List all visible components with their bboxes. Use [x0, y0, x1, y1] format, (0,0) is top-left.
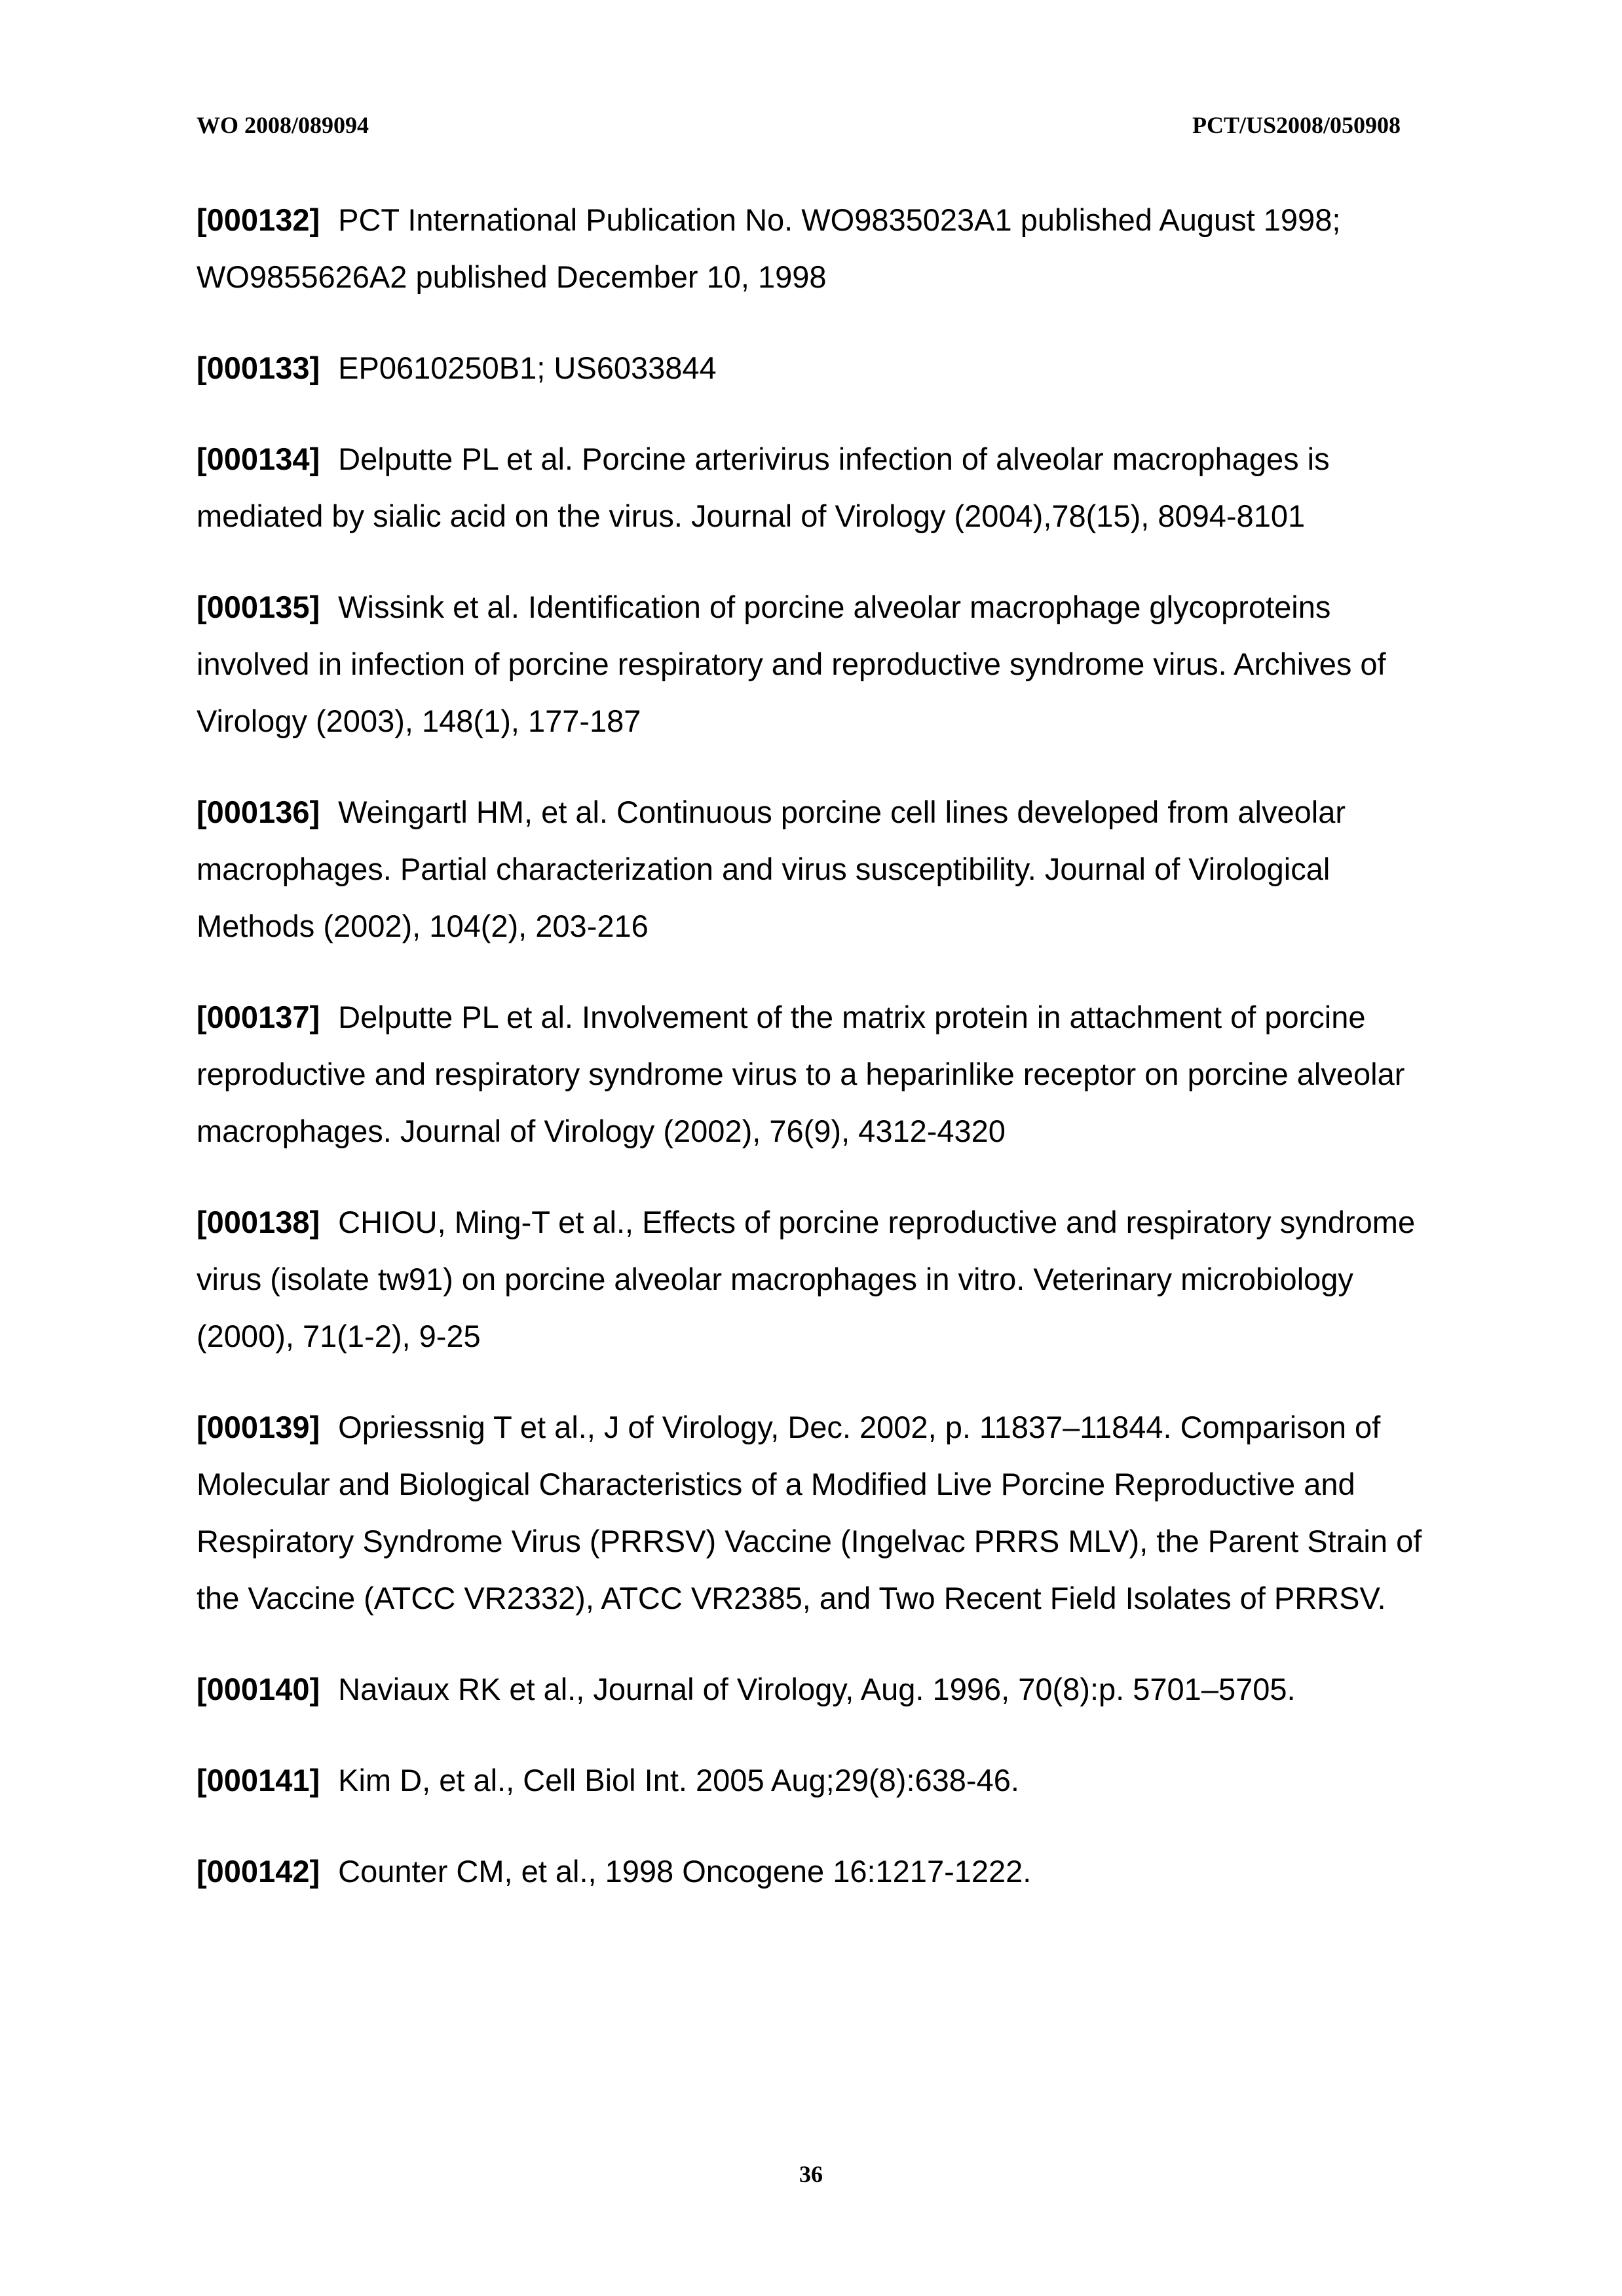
paragraph-text: Delputte PL et al. Porcine arterivirus infection of alveolar macrophages is mediated by sialic acid on the virus. Journal of Virology (2004),78(15), 8094-8101: [197, 442, 1330, 533]
paragraph-000140: [197, 1661, 1441, 1718]
paragraph-000137: [197, 988, 1441, 1159]
paragraph-000138: [197, 1194, 1441, 1364]
paragraph-text: PCT International Publication No. WO9835023A1 published August 1998; WO9855626A2 published December 10, 1998: [197, 202, 1341, 294]
paragraph-number: [000138]: [197, 1205, 320, 1239]
paragraph-text: CHIOU, Ming-T et al., Effects of porcine reproductive and respiratory syndrome virus (isolate tw91) on porcine alveolar macrophages in vitro. Veterinary microbiology (2000), 71(1-2), 9-25: [197, 1205, 1416, 1353]
paragraph-000142: [197, 1843, 1441, 1900]
paragraph-text: Weingartl HM, et al. Continuous porcine cell lines developed from alveolar macrophages. Partial characterization and virus susceptibility. Journal of Virological Methods (2002), 104(2), 203-216: [197, 795, 1346, 943]
paragraph-number: [000140]: [197, 1672, 320, 1706]
paragraph-000141: [197, 1752, 1441, 1809]
paragraph-number: [000136]: [197, 795, 320, 829]
paragraph-number: [000133]: [197, 350, 320, 385]
paragraph-number: [000134]: [197, 442, 320, 476]
paragraph-000135: [197, 578, 1441, 749]
paragraph-number: [000139]: [197, 1410, 320, 1444]
paragraph-text: Delputte PL et al. Involvement of the matrix protein in attachment of porcine reproductive and respiratory syndrome virus to a heparinlike receptor on porcine alveolar macrophages. Journal of Virology (2002), 76(9), 4312-4320: [197, 1000, 1405, 1148]
paragraph-number: [000141]: [197, 1763, 320, 1797]
paragraph-text: EP0610250B1; US6033844: [338, 350, 717, 385]
paragraph-text: Wissink et al. Identification of porcine alveolar macrophage glycoproteins involved in infection of porcine respiratory and reproductive syndrome virus. Archives of Virology (2003), 148(1), 177-187: [197, 590, 1386, 738]
paragraph-text: Opriessnig T et al., J of Virology, Dec. 2002, p. 11837–11844. Comparison of Molecular and Biological Characteristics of a Modified Live Porcine Reproductive and Respiratory Syndrome Virus (PRRSV) Vaccine (Ingelvac PRRS MLV), the Parent Strain of the Vaccine (ATCC VR2332), ATCC VR2385, and Two Recent Field Isolates of PRRSV.: [197, 1410, 1422, 1615]
paragraph-000136: [197, 783, 1441, 954]
paragraph-000133: [197, 339, 1441, 396]
application-number: PCT/US2008/050908: [1192, 112, 1401, 138]
paragraph-000139: [197, 1399, 1441, 1627]
paragraph-000132: [197, 191, 1441, 305]
publication-number: WO 2008/089094: [197, 112, 369, 138]
paragraph-number: [000135]: [197, 590, 320, 624]
paragraph-text: Kim D, et al., Cell Biol Int. 2005 Aug;29(8):638-46.: [338, 1763, 1019, 1797]
reference-list: [197, 191, 1441, 1934]
paragraph-number: [000137]: [197, 1000, 320, 1034]
paragraph-number: [000142]: [197, 1854, 320, 1889]
paragraph-text: Naviaux RK et al., Journal of Virology, Aug. 1996, 70(8):p. 5701–5705.: [338, 1672, 1296, 1706]
page-number: 36: [799, 2161, 823, 2187]
paragraph-text: Counter CM, et al., 1998 Oncogene 16:1217-1222.: [338, 1854, 1032, 1889]
paragraph-number: [000132]: [197, 202, 320, 237]
paragraph-000134: [197, 430, 1441, 544]
